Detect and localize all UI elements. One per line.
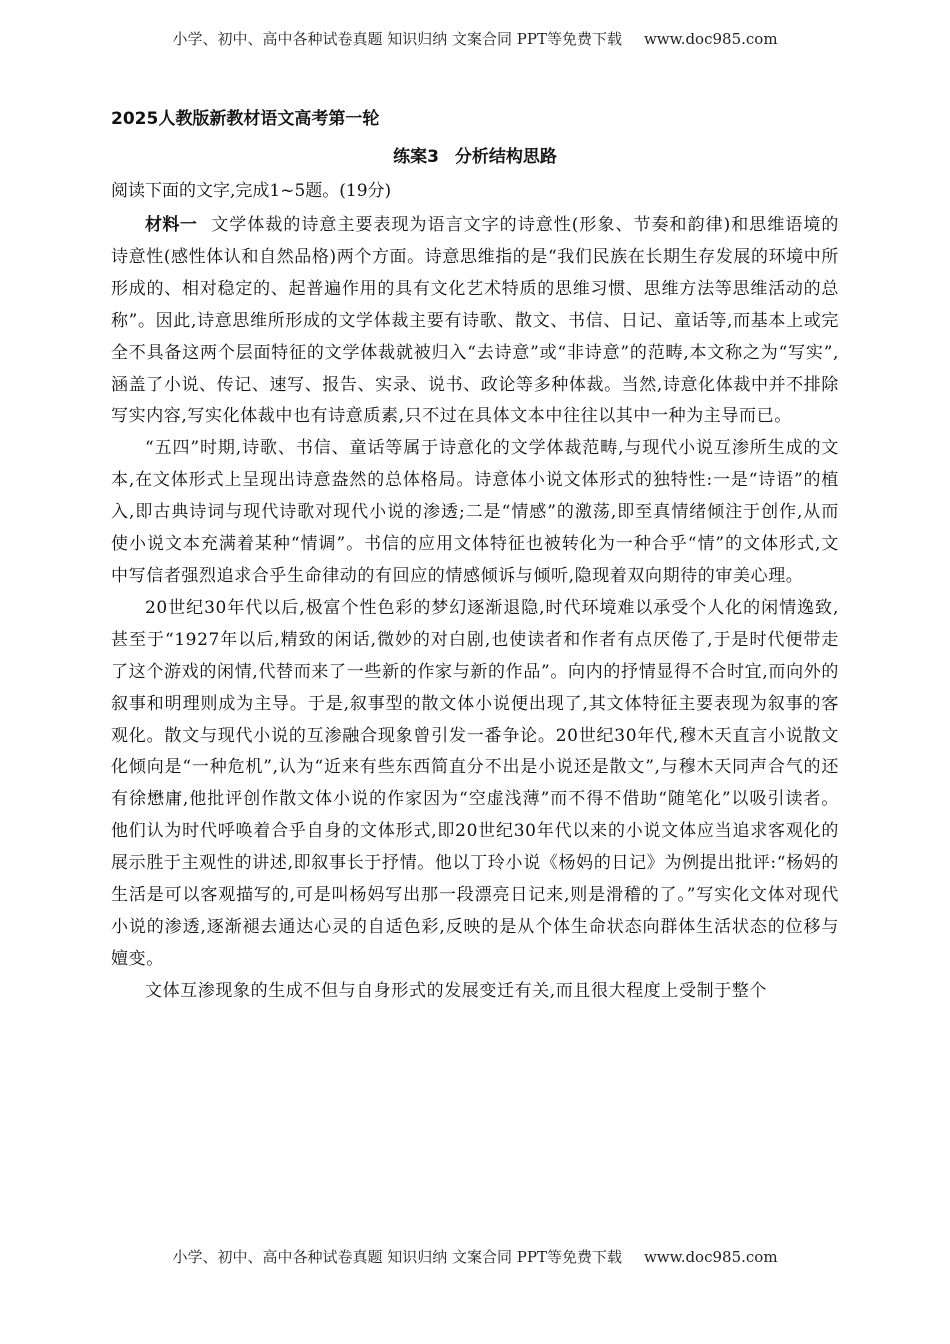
paragraph-2: “五四”时期,诗歌、书信、童话等属于诗意化的文学体裁范畴,与现代小说互渗所生成的文本,在文体形式上呈现出诗意盎然的总体格局。诗意体小说文体形式的独特性:一是“诗语”的植入,即古典诗词与现代诗歌对现代小说的渗透;二是“情感”的激荡,即至真情绪倾注于创作,从而使小说文本充满着某种“情调”。书信的应用文体特征也被转化为一种合乎“情”的文体形式,文中写信者强烈追求合乎生命律动的有回应的情感倾诉与倾听,隐现着双向期待的审美心理。	[111, 438, 839, 586]
paragraph-3: 20世纪30年代以后,极富个性色彩的梦幻逐渐退隐,时代环境难以承受个人化的闲情逸致,甚至于“1927年以后,精致的闲话,微妙的对白剧,也使读者和作者有点厌倦了,于是时代便带走了这个游戏的闲情,代替而来了一些新的作家与新的作品”。向内的抒情显得不合时宜,而向外的叙事和明理则成为主导。于是,叙事型的散文体小说便出现了,其文体特征主要表现为叙事的客观化。散文与现代小说的互渗融合现象曾引发一番争论。20世纪30年代,穆木天直言小说散文化倾向是“一种危机”,认为“近来有些东西简直分不出是小说还是散文”,与穆木天同声合气的还有徐懋庸,他批评创作散文体小说的作家因为“空虚浅薄”而不得不借助“随笔化”以吸引读者。他们认为时代呼唤着合乎自身的文体形式,即20世纪30年代以来的小说文体应当追求客观化的展示胜于主观性的讲述,即叙事长于抒情。他以丁玲小说《杨妈的日记》为例提出批评:“杨妈的生活是可以客观描写的,可是叫杨妈写出那一段漂亮日记来,则是滑稽的了。”写实化文体对现代小说的渗透,逐渐褪去通达心灵的自适色彩,反映的是从个体生命状态向群体生活状态的位移与嬗变。	[111, 597, 839, 969]
page-footer	[0, 1246, 950, 1267]
question-instruction: 阅读下面的文字,完成1~5题。(19分)	[111, 181, 392, 201]
paragraph-text: 文学体裁的诗意主要表现为语言文字的诗意性(形象、节奏和韵律)和思维语境的诗意性(感性体认和自然品格)两个方面。诗意思维指的是“我们民族在长期生存发展的环境中所形成的、相对稳定的、起普遍作用的具有文化艺术特质的思维习惯、思维方法等思维活动的总称”。因此,诗意思维所形成的文学体裁主要有诗歌、散文、书信、日记、童话等,而基本上或完全不具备这两个层面特征的文学体裁就被归入“去诗意”或“非诗意”的范畴,本文称之为“写实”,涵盖了小说、传记、速写、报告、实录、说书、政论等多种体裁。当然,诗意化体裁中并不排除写实内容,写实化体裁中也有诗意质素,只不过在具体文本中往往以其中一种为主导而已。	[111, 215, 839, 427]
document-title: 2025人教版新教材语文高考第一轮	[111, 109, 380, 129]
page-header	[0, 28, 950, 49]
material-label: 材料一	[145, 215, 198, 235]
paragraph-1	[111, 210, 839, 433]
section-name: 分析结构思路	[454, 147, 557, 167]
article-body	[111, 210, 839, 1008]
header-text: 小学、初中、高中各种试卷真题 知识归纳 文案合同 PPT等免费下载	[172, 30, 622, 48]
paragraph-4: 文体互渗现象的生成不但与自身形式的发展变迁有关,而且很大程度上受制于整个	[145, 980, 768, 1001]
footer-url-link[interactable]: www.doc985.com	[643, 1248, 778, 1266]
header-url-link[interactable]: www.doc985.com	[643, 30, 778, 48]
footer-text: 小学、初中、高中各种试卷真题 知识归纳 文案合同 PPT等免费下载	[172, 1248, 622, 1266]
section-heading	[0, 142, 950, 167]
section-label: 练案3	[393, 147, 439, 167]
